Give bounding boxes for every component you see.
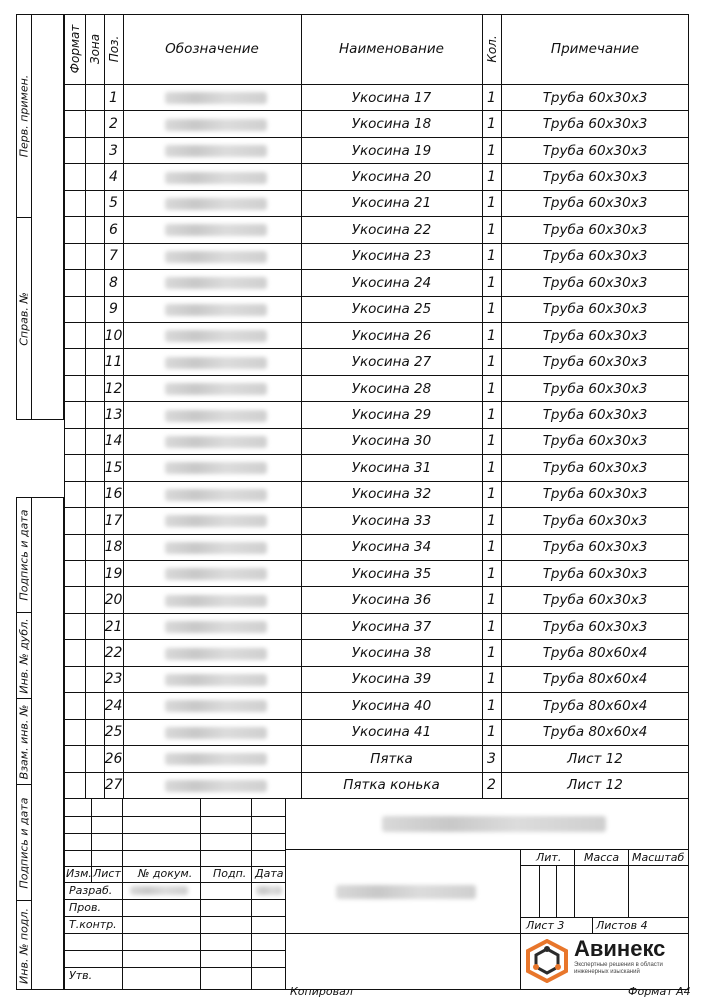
tb-doc-no: № докум. xyxy=(138,867,193,880)
cell-qty: 1 xyxy=(487,380,496,397)
designation-redacted xyxy=(165,489,267,501)
tb-sheet: Лист 3 xyxy=(526,919,565,932)
cell-pos: 5 xyxy=(109,195,118,212)
cell-pos: 11 xyxy=(104,354,123,371)
podpis-data-label-2: Подпись и дата xyxy=(17,796,30,889)
cell-qty: 1 xyxy=(487,486,496,503)
header-zone-cell xyxy=(85,14,104,84)
cell-name: Укосина 40 xyxy=(351,697,432,714)
cell-qty: 1 xyxy=(487,618,496,635)
spec-table-header xyxy=(64,14,689,84)
designation-redacted xyxy=(165,198,267,210)
cell-note: Труба 60х30х3 xyxy=(542,221,648,238)
table-row xyxy=(64,190,689,216)
table-row xyxy=(64,666,689,692)
designation-redacted xyxy=(165,753,267,765)
cell-note: Труба 60х30х3 xyxy=(542,618,648,635)
designation-redacted xyxy=(165,410,267,422)
designation-redacted xyxy=(165,727,267,739)
table-row xyxy=(64,375,689,401)
cell-qty: 1 xyxy=(487,195,496,212)
cell-pos: 23 xyxy=(104,671,123,688)
company-logo xyxy=(522,935,688,989)
cell-pos: 17 xyxy=(104,512,123,529)
designation-redacted xyxy=(165,674,267,686)
cell-qty: 1 xyxy=(487,327,496,344)
vzam-inv-label: Взам. инв. № xyxy=(17,704,30,779)
cell-name: Укосина 30 xyxy=(351,433,432,450)
cell-name: Укосина 38 xyxy=(351,645,432,662)
designation-redacted xyxy=(165,436,267,448)
logo-tagline-2: инженерных изысканий xyxy=(574,969,640,975)
table-row xyxy=(64,401,689,427)
table-row xyxy=(64,719,689,745)
cell-note: Труба 60х30х3 xyxy=(542,248,648,265)
designation-redacted xyxy=(165,621,267,633)
cell-pos: 9 xyxy=(109,301,118,318)
cell-name: Укосина 26 xyxy=(351,327,432,344)
cell-name: Укосина 35 xyxy=(351,565,432,582)
cell-pos: 16 xyxy=(104,486,123,503)
cell-note: Труба 60х30х3 xyxy=(542,89,648,106)
title-block xyxy=(64,798,689,990)
razrab-date-redacted xyxy=(256,886,282,895)
designation-redacted xyxy=(165,172,267,184)
table-row xyxy=(64,639,689,665)
cell-qty: 1 xyxy=(487,697,496,714)
designation-redacted xyxy=(165,304,267,316)
grid-vline xyxy=(85,14,86,798)
doc-title-redacted xyxy=(336,885,476,899)
cell-note: Труба 60х30х3 xyxy=(542,327,648,344)
cell-note: Труба 80х60х4 xyxy=(542,697,648,714)
cell-name: Укосина 24 xyxy=(351,274,432,291)
logo-name: Авинекс xyxy=(574,936,666,961)
cell-note: Труба 80х60х4 xyxy=(542,645,648,662)
cell-name: Укосина 20 xyxy=(351,169,432,186)
cell-note: Труба 60х30х3 xyxy=(542,142,648,159)
cell-name: Укосина 37 xyxy=(351,618,432,635)
designation-redacted xyxy=(165,568,267,580)
podpis-data-label-1: Подпись и дата xyxy=(17,508,30,601)
cell-pos: 21 xyxy=(104,618,123,635)
cell-name: Пятка xyxy=(370,750,413,767)
cell-name: Укосина 36 xyxy=(351,592,432,609)
table-row xyxy=(64,586,689,612)
cell-pos: 6 xyxy=(109,221,118,238)
cell-pos: 4 xyxy=(109,169,118,186)
footer-format: Формат А4 xyxy=(628,985,691,998)
table-row xyxy=(64,692,689,718)
cell-note: Лист 12 xyxy=(567,777,623,794)
table-row xyxy=(64,216,689,242)
table-row xyxy=(64,454,689,480)
logo-tagline-1: Экспертные решения в области xyxy=(574,962,663,968)
cell-note: Труба 60х30х3 xyxy=(542,592,648,609)
cell-note: Труба 60х30х3 xyxy=(542,539,648,556)
header-qty: Кол. xyxy=(484,35,499,63)
left-strip-upper xyxy=(16,14,64,420)
cell-note: Труба 60х30х3 xyxy=(542,433,648,450)
cell-qty: 2 xyxy=(487,777,496,794)
table-row xyxy=(64,613,689,639)
cell-note: Труба 60х30х3 xyxy=(542,354,648,371)
cell-name: Укосина 27 xyxy=(351,354,432,371)
header-format-cell xyxy=(64,14,85,84)
cell-note: Труба 60х30х3 xyxy=(542,459,648,476)
cell-qty: 1 xyxy=(487,459,496,476)
cell-qty: 1 xyxy=(487,671,496,688)
cell-pos: 27 xyxy=(104,777,123,794)
cell-pos: 7 xyxy=(109,248,118,265)
cell-qty: 1 xyxy=(487,274,496,291)
cell-pos: 26 xyxy=(104,750,123,767)
podpis-data-cell-2 xyxy=(16,785,32,901)
sprav-no-label: Справ. № xyxy=(17,292,30,346)
perv-primen-cell xyxy=(16,14,32,218)
cell-qty: 1 xyxy=(487,301,496,318)
inv-dubl-label: Инв. № дубл. xyxy=(17,617,30,694)
cell-qty: 1 xyxy=(487,248,496,265)
designation-redacted xyxy=(165,515,267,527)
designation-redacted xyxy=(165,542,267,554)
vzam-inv-cell xyxy=(16,699,32,785)
spec-table-body xyxy=(64,84,689,798)
grid-vline xyxy=(104,14,105,798)
inv-dubl-cell xyxy=(16,613,32,699)
header-pos-cell xyxy=(104,14,123,84)
designation-redacted xyxy=(165,145,267,157)
cell-qty: 1 xyxy=(487,433,496,450)
grid-vline xyxy=(501,14,502,798)
cell-pos: 24 xyxy=(104,697,123,714)
cell-note: Лист 12 xyxy=(567,750,623,767)
designation-redacted xyxy=(165,700,267,712)
tb-sheets: Листов 4 xyxy=(596,919,648,932)
cell-pos: 22 xyxy=(104,645,123,662)
designation-redacted xyxy=(165,357,267,369)
designation-redacted xyxy=(165,251,267,263)
cell-pos: 13 xyxy=(104,407,123,424)
cell-pos: 14 xyxy=(104,433,123,450)
cell-name: Укосина 34 xyxy=(351,539,432,556)
header-name: Наименование xyxy=(339,41,444,57)
inv-podl-cell xyxy=(16,901,32,990)
perv-primen-label: Перв. примен. xyxy=(17,74,30,157)
razrab-name-redacted xyxy=(130,886,188,895)
table-row xyxy=(64,745,689,771)
cell-qty: 1 xyxy=(487,169,496,186)
table-row xyxy=(64,269,689,295)
tb-razrab: Разраб. xyxy=(69,884,113,897)
designation-redacted xyxy=(165,277,267,289)
table-row xyxy=(64,481,689,507)
tb-podp: Подп. xyxy=(213,867,247,880)
table-row xyxy=(64,560,689,586)
grid-vline xyxy=(301,14,302,798)
cell-pos: 20 xyxy=(104,592,123,609)
tb-masshtab: Масштаб xyxy=(632,851,685,864)
designation-redacted xyxy=(165,383,267,395)
tb-tkontr: Т.контр. xyxy=(69,918,117,931)
cell-qty: 1 xyxy=(487,116,496,133)
cell-note: Труба 60х30х3 xyxy=(542,380,648,397)
table-row xyxy=(64,428,689,454)
cell-name: Укосина 39 xyxy=(351,671,432,688)
left-strip-lower xyxy=(16,497,64,990)
table-row xyxy=(64,772,689,798)
cell-note: Труба 60х30х3 xyxy=(542,565,648,582)
cell-name: Укосина 28 xyxy=(351,380,432,397)
cell-qty: 1 xyxy=(487,354,496,371)
cell-name: Укосина 29 xyxy=(351,407,432,424)
tb-data: Дата xyxy=(255,867,284,880)
cell-name: Укосина 19 xyxy=(351,142,432,159)
cell-pos: 1 xyxy=(109,89,118,106)
cell-qty: 1 xyxy=(487,592,496,609)
table-row xyxy=(64,507,689,533)
tb-lit: Лит. xyxy=(536,851,562,864)
cell-qty: 1 xyxy=(487,565,496,582)
table-row xyxy=(64,348,689,374)
header-pos: Поз. xyxy=(106,35,121,63)
podpis-data-cell-1 xyxy=(16,497,32,613)
cell-pos: 19 xyxy=(104,565,123,582)
cell-qty: 1 xyxy=(487,724,496,741)
designation-redacted xyxy=(165,595,267,607)
designation-redacted xyxy=(165,648,267,660)
cell-name: Укосина 21 xyxy=(351,195,432,212)
cell-note: Труба 60х30х3 xyxy=(542,486,648,503)
cell-pos: 12 xyxy=(104,380,123,397)
cell-name: Укосина 32 xyxy=(351,486,432,503)
header-zone: Зона xyxy=(87,33,102,65)
inv-podl-label: Инв. № подл. xyxy=(17,907,30,984)
cell-pos: 2 xyxy=(109,116,118,133)
cell-qty: 1 xyxy=(487,645,496,662)
cell-pos: 3 xyxy=(109,142,118,159)
cell-pos: 8 xyxy=(109,274,118,291)
cell-note: Труба 60х30х3 xyxy=(542,512,648,529)
header-qty-cell xyxy=(482,14,501,84)
cell-note: Труба 60х30х3 xyxy=(542,116,648,133)
tb-prov: Пров. xyxy=(69,901,101,914)
cell-note: Труба 60х30х3 xyxy=(542,301,648,318)
table-row xyxy=(64,322,689,348)
cell-note: Труба 80х60х4 xyxy=(542,724,648,741)
tb-izm: Изм. xyxy=(66,867,92,880)
cell-name: Укосина 17 xyxy=(351,89,432,106)
header-format: Формат xyxy=(67,24,82,74)
hexagon-logo-icon xyxy=(524,939,570,983)
table-row xyxy=(64,296,689,322)
cell-pos: 10 xyxy=(104,327,123,344)
cell-name: Укосина 31 xyxy=(351,459,432,476)
cell-qty: 1 xyxy=(487,539,496,556)
cell-name: Укосина 23 xyxy=(351,248,432,265)
grid-vline xyxy=(482,14,483,798)
cell-qty: 1 xyxy=(487,142,496,159)
cell-qty: 1 xyxy=(487,89,496,106)
cell-note: Труба 60х30х3 xyxy=(542,407,648,424)
cell-qty: 1 xyxy=(487,512,496,529)
cell-qty: 1 xyxy=(487,407,496,424)
tb-utv: Утв. xyxy=(69,969,93,982)
designation-redacted xyxy=(165,224,267,236)
header-note: Примечание xyxy=(550,41,640,57)
table-row xyxy=(64,110,689,136)
cell-name: Укосина 33 xyxy=(351,512,432,529)
table-row xyxy=(64,84,689,110)
designation-redacted xyxy=(165,780,267,792)
designation-redacted xyxy=(165,462,267,474)
header-bottom-line xyxy=(64,84,689,85)
header-designation: Обозначение xyxy=(165,41,259,57)
designation-redacted xyxy=(165,92,267,104)
cell-note: Труба 80х60х4 xyxy=(542,671,648,688)
cell-pos: 18 xyxy=(104,539,123,556)
footer-copied: Копировал xyxy=(290,985,353,998)
cell-name: Пятка конька xyxy=(343,777,440,794)
cell-qty: 3 xyxy=(487,750,496,767)
sprav-no-cell xyxy=(16,218,32,420)
cell-pos: 15 xyxy=(104,459,123,476)
table-row xyxy=(64,163,689,189)
designation-redacted xyxy=(165,330,267,342)
tb-massa: Масса xyxy=(584,851,620,864)
cell-note: Труба 60х30х3 xyxy=(542,169,648,186)
table-row xyxy=(64,137,689,163)
cell-name: Укосина 41 xyxy=(351,724,432,741)
table-row xyxy=(64,243,689,269)
grid-vline xyxy=(123,14,124,798)
cell-name: Укосина 25 xyxy=(351,301,432,318)
cell-name: Укосина 18 xyxy=(351,116,432,133)
cell-qty: 1 xyxy=(487,221,496,238)
cell-pos: 25 xyxy=(104,724,123,741)
cell-note: Труба 60х30х3 xyxy=(542,195,648,212)
doc-code-redacted xyxy=(382,816,606,832)
cell-name: Укосина 22 xyxy=(351,221,432,238)
tb-list: Лист xyxy=(93,867,121,880)
designation-redacted xyxy=(165,119,267,131)
cell-note: Труба 60х30х3 xyxy=(542,274,648,291)
table-row xyxy=(64,534,689,560)
